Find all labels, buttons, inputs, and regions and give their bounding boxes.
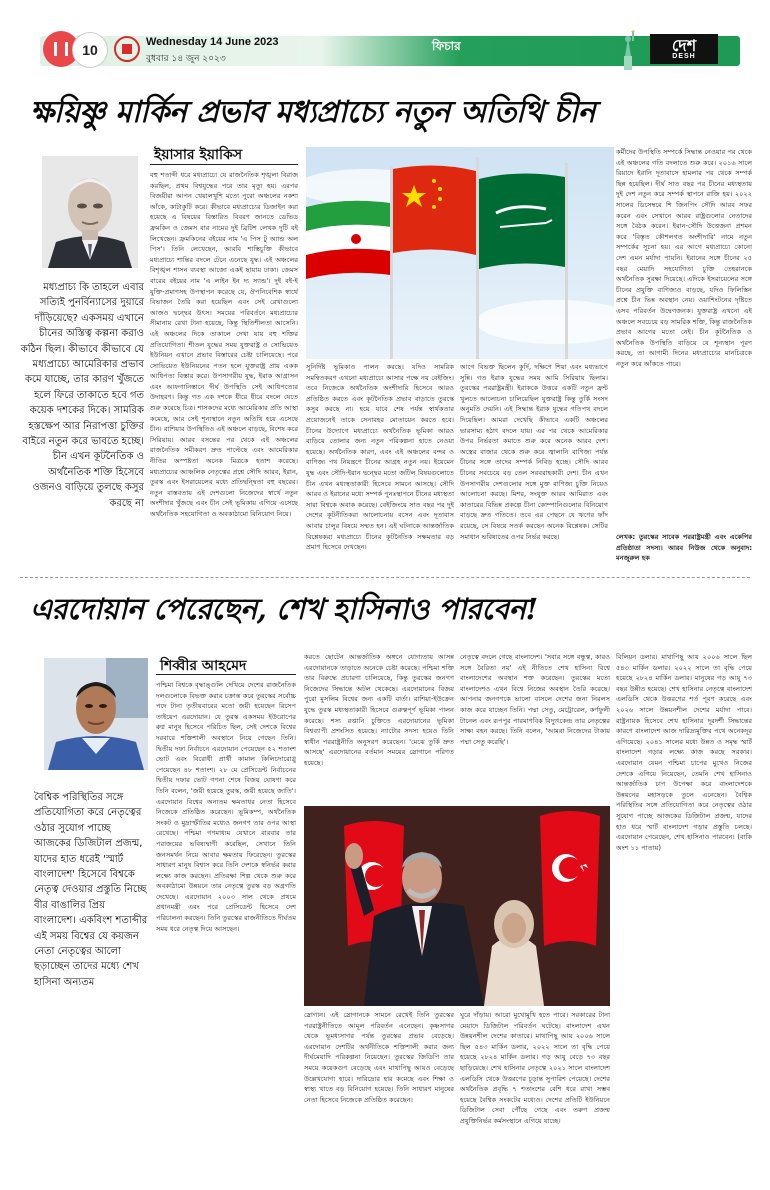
article2-column-2: করতে ছোটেন আন্তর্জাতিক অঙ্গনে যোগ্যতায় আসন্ন এরদোয়ানকে তাড়াতে অনেকে চেষ্টা করেছে। পশ্চিমা শক্তি তার বিরুদ্ধে প্রচারণা চালিয়েছে, কিন্তু তুরস্কের জনগণ নিজেদের সিদ্ধান্তে অটল থেকেছে। এরদোয়ানের বিজয় পুরো মুসলিম বিশ্বের জন্য একটি বার্তা। রাশিয়া-ইউক্রেন যুদ্ধে তুরস্ক মধ্যস্থতাকারী হিসেবে গুরুত্বপূর্ণ ভূমিকা পালন করেছে। শস্য রপ্তানি চুক্তিতে এরদোয়ানের ভূমিকা বিশ্বব্যাপী প্রশংসিত হয়েছে। ন্যাটোর সদস্য হয়েও তিনি স্বাধীন পররাষ্ট্রনীতি অনুসরণ করেছেন। 'মেঝে তুর্কি দ্রুত আসছে' এরদোয়ানের বর্তমান সময়ের স্লোগানে পরিণত হয়েছে। xyxy=(304,653,454,767)
article1-flags-photo xyxy=(306,147,614,359)
article2-pull-quote: বৈশ্বিক পরিস্থিতির সঙ্গে প্রতিযোগিতা করে নেতৃত্বের ওঠার সুযোগ পাচ্ছে আজকের ডিজিটাল প্রজন্ম, যাদের হাত ধরেই 'স্মার্ট বাংলাদেশ' হিসেবে বিশ্বকে নেতৃত্ব দেওয়ার প্রস্তুতি নিচ্ছে বীর বাঙালির প্রিয় বাংলাদেশ। একবিংশ শতাব্দীর এই সময় বিশ্বের যে কয়জন নেতা নেতৃত্বের আলো ছড়াচ্ছেন তাদের মধ্যে শেখ হাসিনা অন্যতম xyxy=(34,792,148,988)
article1-author-note: লেখক: তুরস্কের সাবেক পররাষ্ট্রমন্ত্রী এবং একেপির প্রতিষ্ঠাতা সদস্য। আরব নিউজ থেকে অনুবাদ: মনজুরুল হক xyxy=(616,533,752,563)
article2-column-2b: স্লোগান। এই স্লোগানকে সামনে রেখেই তিনি তুরস্কের পররাষ্ট্রনীতিতে আমূল পরিবর্তন এনেছেন। কৃষ্ণসাগর থেকে ভূমধ্যসাগর পর্যন্ত তুরস্কের প্রভাব বেড়েছে। এরদোয়ান দেশটির অর্থনীতিকে শক্তিশালী করার জন্য দীর্ঘমেয়াদি পরিকল্পনা নিয়েছেন। তুরস্কের জিডিপি তার সময়ে কয়েকগুণ বেড়েছে এবং মাথাপিছু আয়ও বেড়েছে উল্লেখযোগ্য হারে। দারিদ্র্যের হার কমেছে এবং শিক্ষা ও স্বাস্থ্য খাতে বড় বিনিয়োগ হয়েছে। তিনি সাধারণ মানুষের নেতা হিসেবে নিজেকে প্রতিষ্ঠিত করেছেন। xyxy=(304,1011,454,1104)
article2-author-rule xyxy=(156,674,296,675)
saudi-arabia-flag xyxy=(479,173,565,269)
date-bangla: বুধবার ১৪ জুন ২০২৩ xyxy=(146,54,226,64)
masthead-mark-icon xyxy=(114,36,140,62)
article1-column-4: কর্মীদের উপস্থিতি সম্পর্কে সিদ্ধান্ত নেওয়ার পর থেকে এই অঞ্চলের গতি বদলাতে শুরু করে। ২০১৬ সালে রিয়াদে ইরানি দূতাবাসে হামলার পর থেকে সম্পর্ক ছিন্ন হয়েছিল। দীর্ঘ সাত বছর পর চীনের মধ্যস্থতায় দুই দেশ নতুন করে সম্পর্ক স্থাপনে রাজি হয়। ২০২২ সালের ডিসেম্বরে শি জিনপিং সৌদি আরব সফর করেন এবং সেখানে আরব রাষ্ট্রগুলোর নেতাদের সঙ্গে বৈঠক করেন। ইরান-সৌদি উত্তেজনা প্রশমন করে 'বিস্তৃত কৌশলগত অংশীদারি' নামে নতুন সম্পর্কের সূচনা হয়। এর আগে মধ্যপ্রাচ্যে কোনো দেশ এমন মর্যাদা পায়নি। ইরানের সঙ্গে চীনের ২৫ বছর মেয়াদি সহযোগিতা চুক্তি তেহরানকে অর্থনৈতিক সুরক্ষা দিয়েছে। এদিকে ইসরায়েলের সঙ্গে চীনের প্রযুক্তি বাণিজ্যও বাড়ছে, যদিও ফিলিস্তিন প্রশ্নে চীন ভিন্ন অবস্থান নেয়। ওয়াশিংটনের দৃষ্টিতে এসব পরিবর্তন উদ্বেগজনক। যুক্তরাষ্ট্র এখনো এই অঞ্চলে সবচেয়ে বড় সামরিক শক্তি, কিন্তু রাজনৈতিক প্রভাব আগের মতো নেই। চীন কূটনৈতিক ও অর্থনৈতিক উপস্থিতি বাড়িয়ে যে শূন্যস্থান পূরণ করছে, তা আগামী দিনের মধ্যপ্রাচ্যের মানচিত্রকে নতুন করে আঁকতে পারে। xyxy=(616,148,752,368)
article1-column-3: আগে বিভক্ত ছিলেন কুর্দি, দক্ষিণে শিয়া এবং মধ্যভাগে সুন্নি। গত ইরাক যুদ্ধের সময় আমি সিরিয়ায় ছিলাম। তুরস্কের পররাষ্ট্রমন্ত্রী। ইরাককে উত্তরে একটি নতুন ফ্রন্ট খুলতে আলোচনা চালিয়েছিল যুক্তরাষ্ট্র কিন্তু তুর্কি সংসদ অনুমতি দেয়নি। এই সিদ্ধান্ত ইরাক যুদ্ধের গতিপথ বদলে দিয়েছিল। আমরা দেখেছি কীভাবে একটি অঞ্চলের ভারসাম্য হঠাৎ বদলে যায়। এর পর থেকে আমেরিকার উপর নির্ভরতা কমাতে শুরু করে অনেক আরব দেশ। অস্ত্রের বাজার থেকে শুরু করে জ্বালানি বাণিজ্য পর্যন্ত চীনের সঙ্গে তাদের সম্পর্ক নিবিড় হচ্ছে। সৌদি আরব চীনের সবচেয়ে বড় তেল সরবরাহকারী দেশ। চীন এখন উপসাগরীয় দেশগুলোর সঙ্গে মুক্ত বাণিজ্য চুক্তি নিয়েও আলোচনা করছে। মিশর, সংযুক্ত আরব আমিরাত এবং কাতারের বিভিন্ন প্রকল্পে চীনা কোম্পানিগুলোর বিনিয়োগ বাড়ছে দ্রুত গতিতে। তবে এর পেছনে যে ঋণের ফাঁদ রয়েছে, সে বিষয়ে সতর্ক করছেন অনেক বিশ্লেষক। সেটির সমাধান ভবিষ্যতের ওপর নির্ভর করছে। xyxy=(460,363,608,541)
china-flag xyxy=(393,165,476,255)
brand-name-en: DESH xyxy=(672,52,696,60)
article1-author-rule xyxy=(150,164,298,165)
brand-logo xyxy=(650,34,718,64)
turkey-flag-right xyxy=(540,811,600,946)
brand-name: দেশ xyxy=(671,35,697,55)
article2-author-photo xyxy=(44,658,148,770)
article1-column-2: সুনির্দিষ্ট ভূমিকাও পালন করছে। যদিও সামরিক সমন্বিতকরণ এখনো মধ্যপ্রাচ্যে আসার পক্ষে নয় বেইজিং। তবে নিজেকে অর্থনৈতিক অংশীদারি হিসেবে আরও প্রতিষ্ঠিত করতে এবং কূটনৈতিক প্রভাব বাড়াতে তুরস্কে কসুর করছে না। হয়ে যাবে শেষ পর্যন্ত স্বার্থকতার প্রয়োজনেই তাকে সেনাবহর মোতায়েন করতে হবে। চীনের উদ্যোগে মধ্যপ্রাচ্যে অর্থনৈতিক ভূমিকা আরও বাড়িয়ে তোলার জন্য নতুন পরিকল্পনা হাতে নেওয়া হয়েছে। অর্থনৈতিক কারণ, এবং এই অঞ্চলের বন্দর ও বাণিজ্য পথ নিয়ন্ত্রণে চীনের আগ্রহ নতুন নয়। ইয়েমেন যুদ্ধ এবং সৌদি-ইরান দ্বন্দ্বের মতো জটিল বিষয়গুলোতে চীন এখন মধ্যস্থতাকারী হিসেবে সামনে আসছে। সৌদি আরব ও ইরানের মধ্যে সম্পর্ক পুনঃস্থাপনে চীনের মধ্যস্থতা সারা বিশ্বকে অবাক করেছে। বেইজিংয়ে সাত বছর পর দুই দেশের কূটনীতিকরা আলোচনায় বসেন এবং দূতাবাস আবার চালুর বিষয়ে সম্মত হন। এই ঘটনাকে আন্তর্জাতিক বিশ্লেষকরা মধ্যপ্রাচ্যে চীনের কূটনৈতিক সক্ষমতার বড় প্রমাণ হিসেবে দেখছেন। xyxy=(306,363,454,552)
article1-author: ইয়াসার ইয়াকিস xyxy=(154,147,243,163)
article1-headline: ক্ষয়িষ্ণু মার্কিন প্রভাব মধ্যপ্রাচ্যে নতুন অতিথি চীন xyxy=(30,95,596,130)
article2-column-3b: ঘুরে দাঁড়ায়। আরো মুখোমুখি হতে পারে। সরকারের টানা মেয়াদে ডিজিটাল পরিবর্তন ঘটেছে। বাংলাদেশ এখন উন্নয়নশীল দেশের কাতারে। মাথাপিছু আয় ২০০৬ সালে ছিল ৫৪৩ মার্কিন ডলার, ২০২২ সালে তা বৃদ্ধি পেয়ে হয়েছে ২৮২৪ মার্কিন ডলার। গড় আয়ু বেড়ে ৭৩ বছর ছাড়িয়েছে। শেখ হাসিনার নেতৃত্বে ২০২১ সালে বাংলাদেশ এলডিসি থেকে উত্তরণের চূড়ান্ত সুপারিশ পেয়েছে। দেশের অর্থনৈতিক প্রবৃদ্ধি ৭ শতাংশের বেশি ধরে রাখা সম্ভব হয়েছে বৈশ্বিক সংকটের মধ্যেও। দেশের প্রতিটি ইউনিয়নে ডিজিটাল সেবা পৌঁছে গেছে এবং তরুণ প্রজন্ম প্রযুক্তিনির্ভর কর্মসংস্থানে এগিয়ে যাচ্ছে। xyxy=(460,1011,610,1125)
section-name: ফিচার xyxy=(432,39,461,53)
article1-pull-quote: মধ্যপ্রাচ্য কি তাহলে এবার সত্যিই পুনর্বিন্যাসের দুয়ারে দাঁড়িয়েছে? একসময় এখানে চীনের অস্তিত্ব কল্পনা করাও কঠিন ছিল। কীভাবে কীভাবে যে মধ্যপ্রাচ্যে আমেরিকার প্রভাব কমে যাচ্ছে, তার কারণ খুঁজতে হলে ফিরে তাকাতে হবে গত কয়েক দশকের দিকে। সামরিক হস্তক্ষেপ আর নিরাপত্তা চুক্তির বাইরে নতুন করে ভাবতে হচ্ছে। চীন এখন কূটনৈতিক ও অর্থনৈতিক শক্তি হিসেবে ওজনও বাড়িয়ে তুলছে কসুর করছে না xyxy=(20,282,144,509)
statue-of-liberty-icon xyxy=(615,30,641,70)
article2-column-3: নেতৃত্বে বদলে গেছে বাংলাদেশ। 'সবার সঙ্গে বন্ধুত্ব, কারও সঙ্গে বৈরিতা নয়' এই নীতিতে শেখ হাসিনা বিশ্বে বাংলাদেশের অবস্থান শক্ত করেছেন। তুরস্কের মতো বাংলাদেশও এখন বিশ্বে নিজের অবস্থান তৈরি করেছে। আপনার জনগণকে ভালো বাসলে দেশের জন্য নিরলস কাজ করে যাচ্ছেন তিনি। পদ্মা সেতু, মেট্রোরেল, কর্ণফুলী টানেল এবং রূপপুর পারমাণবিক বিদ্যুৎকেন্দ্র তার নেতৃত্বের সাক্ষ্য বহন করছে। তিনি বলেন, 'আমরা নিজেদের টাকায় পদ্মা সেতু করেছি'। xyxy=(460,653,610,746)
date-english: Wednesday 14 June 2023 xyxy=(146,36,279,48)
article2-column-4: বিলিয়ন ডলার। মাথাপিছু আয় ২০০৬ সালে ছিল ৫৪৩ মার্কিন ডলার। ২০২২ সালে তা বৃদ্ধি পেয়ে হয়েছে ২৮২৪ মার্কিন ডলার। মানুষের গড় আয়ু ৭৩ বছর উন্নীত হয়েছে। শেখ হাসিনার নেতৃত্বে বাংলাদেশ এলডিসি থেকে উত্তরণের শর্ত পূরণ করেছে এবং ২০২৬ সালে উন্নয়নশীল দেশের মর্যাদা পাবে। রাষ্ট্রনায়ক হিসেবে শেখ হাসিনার দূরদর্শী সিদ্ধান্তের কারণে বাংলাদেশ আজ দারিদ্র্যমুক্তির পথে অনেকদূর এগিয়েছে। ২০৪১ সালের মধ্যে উন্নত ও সমৃদ্ধ স্মার্ট বাংলাদেশ গড়ার লক্ষ্যে কাজ করছে সরকার। এরদোয়ান যেমন পশ্চিমা চাপের মুখেও নিজের দেশকে এগিয়ে নিয়েছেন, তেমনি শেখ হাসিনাও আন্তর্জাতিক চাপ উপেক্ষা করে বাংলাদেশকে উন্নয়নের মহাসড়কে তুলে এনেছেন। বৈশ্বিক পরিস্থিতির সঙ্গে প্রতিযোগিতা করে নেতৃত্বের ওঠার সুযোগ পাচ্ছে আজকের ডিজিটাল প্রজন্ম, যাদের হাত ধরে স্মার্ট বাংলাদেশ গড়ার প্রস্তুতি চলছে। এরদোয়ান পেরেছেন, শেখ হাসিনাও পারবেন। (বাকি অংশ ১১ পাতায়) xyxy=(616,653,752,852)
article1-column-1: বহু শতাব্দী ধরে মধ্যপ্রাচ্যে যে রাজনৈতিক শৃঙ্খলা বিরাজ করছিল, প্রথম বিশ্বযুদ্ধের পরে তার মৃত্যু হয়। এরপর বিজয়ীরা আপন খেয়ালখুশি মতো পুরো অঞ্চলের নকশা আঁকে, কাটাকুটি করে। কীভাবে মধ্যপ্রাচ্যের ডিজাইন করা হয়েছে এ বিষয়ের বিস্তারিত বিবরণ জানতে ডেভিড ফ্রমকিন ও জেমস বার নামের দুই ব্রিটিশ লেখক দুটি বই লিখেছেন। ফ্রমকিনের বইয়ের নাম 'এ পিস টু অ্যান্ড অল পিস'। তিনি লেখেছেন, আরবি শাস্তিচুক্তি কীভাবে মধ্যপ্রাচ্যে শান্তির বদলে টেনে এনেছে যুদ্ধ। এই অঞ্চলের বিশৃঙ্খল শাসন ব্যবস্থা আজো একই ছায়ায় ঢাকা। জেমস বারের বইয়ের নাম 'এ লাইন ইন দ্য স্যান্ড'। দুই বই-ই যুক্তি-প্রমাণসহ উপস্থাপন করেছে যে, ঔপনিবেশিক স্বার্থে বিভাজন তৈরি করা হয়েছিল এবং সেই রেখাগুলো আজও দ্বন্দ্বের উৎস। সময়ের পরিবর্তনে মধ্যপ্রাচ্যের সীমানায় রেখা টানা হয়েছে, কিন্তু স্থিতিশীলতা আসেনি। এই অঞ্চলের দিকে তাকালে দেখা যায় বহু শক্তির প্রতিযোগিতা। শীতল যুদ্ধের সময় যুক্তরাষ্ট্র ও সোভিয়েত ইউনিয়ন এখানে প্রভাব বিস্তারের চেষ্টা চালিয়েছে। পরে সোভিয়েত ইউনিয়নের পতন হলে যুক্তরাষ্ট্র প্রায় একক আধিপত্য বিস্তার করে। উপসাগরীয় যুদ্ধ, ইরাক আগ্রাসন এবং আফগানিস্তানে দীর্ঘ উপস্থিতি সেই আধিপত্যের উদাহরণ। কিন্তু গত এক দশকে ধীরে ধীরে বদলে যেতে শুরু করেছে চিত্র। শাসকদের মধ্যে আমেরিকার প্রতি আস্থা কমেছে, আর সেই শূন্যস্থানে নতুন অতিথি হয়ে এসেছে চীন। রাশিয়ার উপস্থিতিও এই অঞ্চলে বাড়ছে, বিশেষ করে সিরিয়ায়। আরব বসন্তের পর থেকে এই অঞ্চলের রাজনৈতিক সমীকরণ দ্রুত পাল্টেছে এবং আমেরিকার নীতির অস্পষ্টতা অনেক মিত্রকে হতাশ করেছে। মধ্যপ্রাচ্যের আঞ্চলিক নেতৃত্বের প্রশ্নে সৌদি আরব, ইরান, তুরস্ক এবং ইসরায়েলের মধ্যে প্রতিদ্বন্দ্বিতা বহু বছরের। নতুন বাস্তবতায় এই দেশগুলো নিজেদের স্বার্থে নতুন অংশীদার খুঁজছে এবং চীন সেই ভূমিকায় এগিয়ে এসেছে অর্থনৈতিক সহযোগিতা ও অবকাঠামো বিনিয়োগ নিয়ে। xyxy=(150,171,298,518)
article2-author: শিব্বীর আহমেদ xyxy=(160,658,247,674)
article1-author-photo xyxy=(42,156,138,268)
iran-flag xyxy=(306,201,390,279)
article2-erdogan-photo xyxy=(304,806,610,1006)
article-separator xyxy=(20,577,750,578)
page-header xyxy=(0,30,770,74)
article2-headline: এরদোয়ান পেরেছেন, শেখ হাসিনাও পারবেন! xyxy=(30,592,538,626)
article2-column-1: পশ্চিমা বিশ্বকে বৃদ্ধাঙ্গুলি দেখিয়ে দেশের রাজনৈতিক দলগুলোকে বিভক্ত করার চক্রান্ত করে তুরস্কের সর্বোচ্চ পদে টানা তৃতীয়বারের মতো জয়ী হয়েছেন রিসেপ তাইয়েপ এরদোয়ান। যে তুরস্ক একসময় ইউরোপের রুগ্ন মানুষ হিসেবে পরিচিত ছিল, সেই দেশকে বিশ্বের দরবারে শক্তিশালী অবস্থানে নিয়ে গেছেন তিনি। দ্বিতীয় দফা নির্বাচনে এরদোয়ান পেয়েছেন ৫২ শতাংশ ভোট এবং বিরোধী প্রার্থী কামাল কিলিচদারোগ্লু পেয়েছেন ৪৮ শতাংশ। ২৮ মে প্রেসিডেন্ট নির্বাচনের দ্বিতীয় দফার ভোট গণনা শেষে বিজয় ঘোষণা করে তিনি বলেন, 'জয়ী হয়েছে তুরস্ক, জয়ী হয়েছে জাতি'। এরদোয়ান বিশ্বের অন্যতম ক্ষমতাধর নেতা হিসেবে নিজেকে প্রতিষ্ঠিত করেছেন। ভূমিকম্প, অর্থনৈতিক সংকট ও মুদ্রাস্ফীতির মধ্যেও জনগণ তার ওপর আস্থা রেখেছে। পশ্চিমা গণমাধ্যম যেখানে বারবার তার পরাজয়ের ভবিষ্যদ্বাণী করেছিল, সেখানে তিনি জনসমর্থন নিয়ে আবার ক্ষমতায় ফিরেছেন। তুরস্কের সাধারণ মানুষ বিশ্বাস করে তিনি দেশকে স্বনির্ভর করার লক্ষ্যে কাজ করছেন। প্রতিরক্ষা শিল্প থেকে শুরু করে অবকাঠামো উন্নয়নে তার নেতৃত্বে তুরস্ক বড় অগ্রগতি দেখেছে। এরদোয়ান ২০০৩ সাল থেকে প্রথমে প্রধানমন্ত্রী এবং পরে প্রেসিডেন্ট হিসেবে দেশ পরিচালনা করছেন। তিনি তুরস্কের রাজনীতিতে দীর্ঘতম সময় ধরে নেতৃত্ব দিয়ে আসছেন। xyxy=(156,681,296,933)
page-number: 10 xyxy=(72,32,108,68)
